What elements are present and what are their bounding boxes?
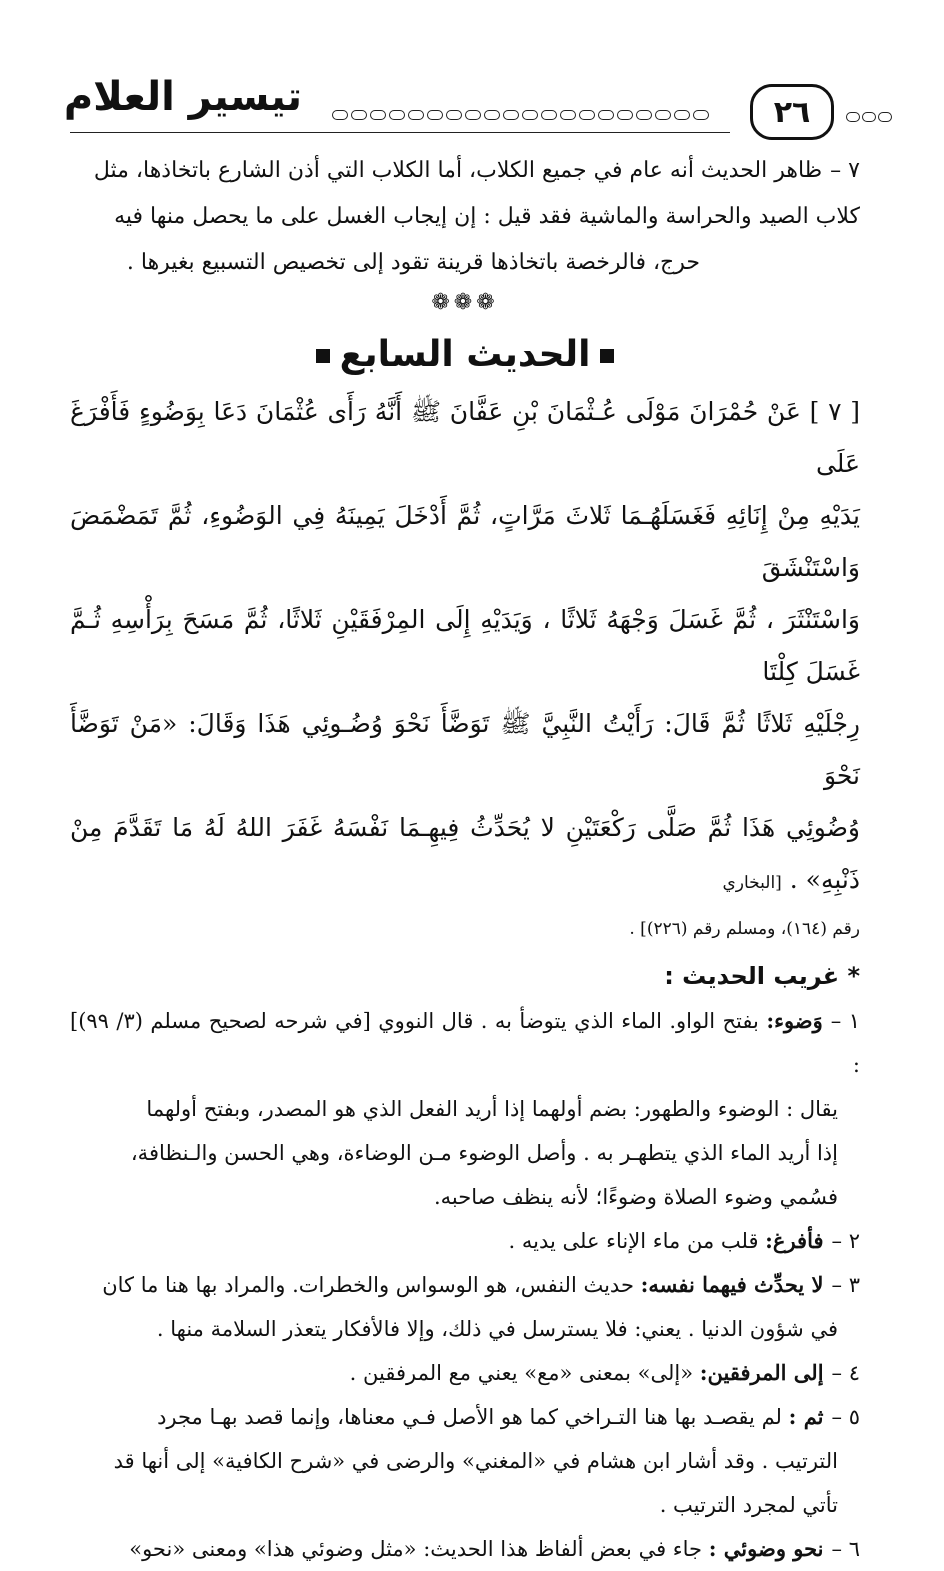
header-divider	[70, 132, 730, 133]
hadith-line: وُضُوئِي هَذَا ثُمَّ صَلَّى رَكْعَتَيْنِ لا يُحَدِّثُ فِيهِـمَا نَفْسَهُ غَفَرَ اللهُ لَهُ مَا تَقَدَّمَ مِنْ ذَنْبِهِ» . [البخاري	[70, 813, 860, 894]
point-7-line: كلاب الصيد والحراسة والماشية فقد قيل : إن إيجاب الغسل على ما يحصل منها فيه	[114, 204, 860, 229]
gharib-item-1: ١ –وَضوء: بفتح الواو. الماء الذي يتوضأ به . قال النووي [في شرحه لصحيح مسلم (٣/ ٩٩)] : يقال : الوضوء والطهور: بضم أولهما إذا أريد الفعل الذي هو المصدر، وبفتح أولهما إذا أريد الماء الذي يتطهـر به . وأصل الوضوء مـن الوضاءة، وهي الحسن والـنظافة، فسُمي وضوء الصلاة وضوءًا؛ لأنه ينظف صاحبه.	[70, 1008, 860, 1209]
gharib-item-2: ٢ –فأفرغ: قلب من ماء الإناء على يديه .	[508, 1228, 860, 1253]
book-page	[63, 70, 860, 1571]
book-title: تيسير العلام	[63, 74, 302, 120]
hadith-line: رِجْلَيْهِ ثَلاثًا ثُمَّ قَالَ: رَأَيْتُ النَّبِيَّ ﷺ تَوَضَّأَ نَحْوَ وُضُـوئِي هَذَا وَقَالَ: «مَنْ تَوَضَّأَ نَحْوَ	[70, 709, 860, 790]
gharib-item-4: ٤ –إلى المرفقين: «إلى» بمعنى «مع» يعني مع المرفقين .	[349, 1360, 860, 1385]
square-bullet-icon	[600, 349, 614, 363]
gharib-item-6: ٦ –نحو وضوئي : جاء في بعض ألفاظ هذا الحديث: «مثل وضوئي هذا» ومعنى «نحو»	[129, 1536, 860, 1561]
page-header	[63, 70, 860, 142]
gharib-item-3: ٣ –لا يحدِّث فيهما نفسه: حديث النفس، هو الوسواس والخطرات. والمراد بها هنا ما كان في شؤون الدنيا . يعني: فلا يسترسل في ذلك، وإلا فالأفكار يتعذر السلامة منها .	[102, 1272, 860, 1341]
header-ornament-band	[332, 110, 722, 124]
hadith-text	[70, 386, 860, 909]
point-7	[70, 148, 860, 286]
hadith-line: يَدَيْهِ مِنْ إِنَائِهِ فَغَسَلَهُـمَا ثَلاثَ مَرَّاتٍ، ثُمَّ أَدْخَلَ يَمِينَهُ فِي الوَضُوءِ، ثُمَّ تَمَضْمَضَ وَاسْتَنْشَقَ	[70, 501, 860, 582]
hadith-line: [ ٧ ] عَنْ حُمْرَانَ مَوْلَى عُـثْمَانَ بْنِ عَفَّانَ ﷺ أَنَّهُ رَأَى عُثْمَانَ دَعَا بِوَضُوءٍ فَأَفْرَغَ عَلَى	[70, 397, 860, 478]
corner-ornament	[846, 112, 892, 124]
point-7-line: حرج، فالرخصة باتخاذها قرينة تقود إلى تخصيص التسبيع بغيرها .	[126, 250, 700, 275]
hadith-line: وَاسْتَنْثَرَ ، ثُمَّ غَسَلَ وَجْهَهُ ثَلاثًا ، وَيَدَيْهِ إِلَى المِرْفَقَيْنِ ثَلاثًا، ثُمَّ مَسَحَ بِرَأْسِهِ ثُـمَّ غَسَلَ كِلْتَا	[70, 605, 860, 686]
point-number: ٧ –	[830, 158, 860, 183]
gharib-item-5: ٥ –ثم : لم يقصـد بها هنا التـراخي كما هو الأصل فـي معناها، وإنما قصد بهـا مجرد الترتيب . وقد أشار ابن هشام في «المغني» والرضى في «شرح الكافية» إلى أنها قد تأتي لمجرد الترتيب .	[113, 1404, 860, 1517]
source-reference-end: رقم (١٦٤)، ومسلم رقم (٢٢٦)] .	[629, 919, 860, 939]
source-reference: [البخاري	[722, 873, 782, 893]
gharib-heading: * غريب الحديث :	[664, 962, 860, 990]
page-number: ٢٦	[750, 84, 834, 140]
point-7-line: ٧ –ظاهر الحديث أنه عام في جميع الكلاب، أما الكلاب التي أذن الشارع باتخاذها، مثل	[93, 158, 860, 183]
square-bullet-icon	[316, 349, 330, 363]
flower-ornament: ❁❁❁	[431, 290, 499, 315]
section-title: الحديث السابع	[70, 324, 860, 386]
